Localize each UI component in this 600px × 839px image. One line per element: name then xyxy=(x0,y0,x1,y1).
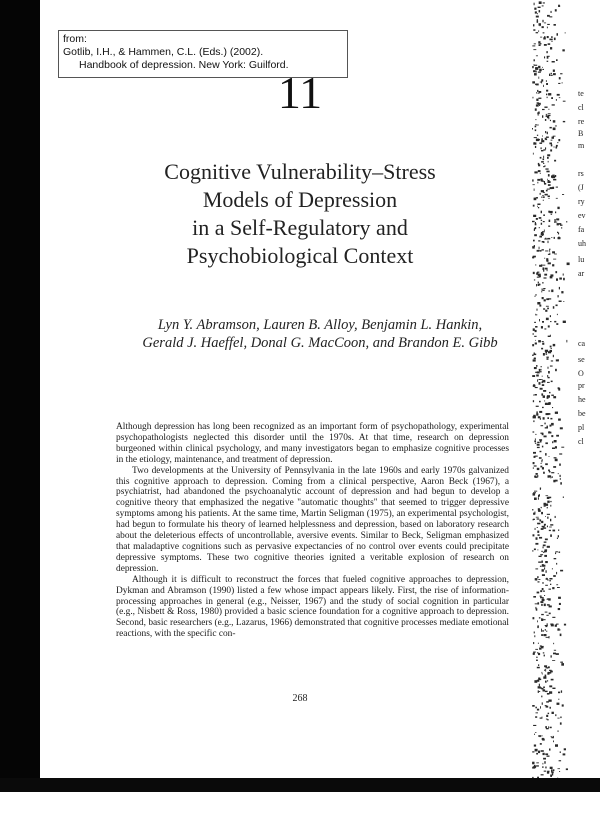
citation-line-3: Handbook of depression. New York: Guilford. xyxy=(79,59,289,71)
adjacent-page-fragment: m xyxy=(578,141,585,150)
paragraph-1: Although depression has long been recognized as an important form of psychopathology, experimental psychopathologists neglected this disorder until the 1970s. At that time, research on depression burgeoned within clinical psychology, and many investigators began to emphasize cognitive processes in the etiology, maintenance, and treatment of depression. xyxy=(116,422,509,465)
citation-line-2: Gotlib, I.H., & Hammen, C.L. (Eds.) (2002). xyxy=(63,46,264,58)
adjacent-page-fragment: pl xyxy=(578,423,585,432)
adjacent-page-fragment: ry xyxy=(578,197,585,206)
authors-line-2: Gerald J. Haeffel, Donal G. MacCoon, and Brandon E. Gibb xyxy=(142,335,498,351)
paragraph-2: Two developments at the University of Pennsylvania in the late 1960s and early 1970s galvanized this cognitive approach to depression. Coming from a clinical perspective, Aaron Beck (1967), a psychiatrist, had abandoned the psychoanalytic account of depression and had begun to develop a cognitive theory that emphasized the negative "automatic thoughts" that seemed to trigger depressive symptoms among his patients. At the same time, Martin Seligman (1975), an experimental psychologist, had begun to formulate his theory of learned helplessness and depression, based on laboratory research about the deleterious effects of uncontrollable, aversive events. Similar to Beck, Seligman emphasized that maladaptive cognitions such as pervasive expectancies of no control over events could precipitate depressive symptoms. These two cognitive theories ignited a veritable explosion of research on depression. xyxy=(116,465,509,574)
adjacent-page-fragment: cl xyxy=(578,103,584,112)
body-text xyxy=(116,422,509,640)
paragraph-3: Although it is difficult to reconstruct the forces that fueled cognitive approaches to depression, Dykman and Abramson (1990) listed a few whose impact appears likely. First, the rise of information-processing approaches in general (e.g., Neisser, 1967) and the study of social cognition in particular (e.g., Nisbett & Ross, 1980) provided a basic science foundation for a cognitive approach to depression. Second, basic researchers (e.g., Lazarus, 1966) demonstrated that cognitive processes mediate emotional reactions, with the specific con- xyxy=(116,574,509,640)
scan-bottom-shadow xyxy=(0,778,600,792)
chapter-number: 11 xyxy=(277,67,323,118)
title-line-4: Psychobiological Context xyxy=(186,243,414,268)
adjacent-page-fragment: ev xyxy=(578,211,586,220)
adjacent-page-fragment: ar xyxy=(578,269,585,278)
citation-line-1: from: xyxy=(63,33,87,45)
chapter-title xyxy=(0,158,600,270)
title-line-3: in a Self-Regulatory and xyxy=(192,215,408,240)
adjacent-page-fragment: uh xyxy=(578,239,586,248)
adjacent-page-fragment: fa xyxy=(578,225,585,234)
page-number: 268 xyxy=(292,693,308,704)
adjacent-page-fragment: lu xyxy=(578,255,585,264)
title-line-2: Models of Depression xyxy=(202,187,398,212)
chapter-authors xyxy=(0,316,600,352)
authors-line-1: Lyn Y. Abramson, Lauren B. Alloy, Benjamin L. Hankin, xyxy=(157,317,483,333)
adjacent-page-fragment: ca xyxy=(578,339,586,348)
adjacent-page-fragment: B xyxy=(578,129,584,138)
adjacent-page-fragment: te xyxy=(578,89,584,98)
adjacent-page-fragment: O xyxy=(578,369,584,378)
adjacent-page-fragment: be xyxy=(578,409,586,418)
adjacent-page-fragment: se xyxy=(578,355,585,364)
adjacent-page-fragment: (J xyxy=(578,183,584,192)
scan-right-edge-noise xyxy=(532,0,600,778)
adjacent-page-fragment: cl xyxy=(578,437,584,446)
scan-left-shadow xyxy=(0,0,40,780)
adjacent-page-fragment: re xyxy=(578,117,585,126)
adjacent-page-fragment: he xyxy=(578,395,586,404)
title-line-1: Cognitive Vulnerability–Stress xyxy=(164,159,436,184)
adjacent-page-fragment: pr xyxy=(578,381,585,390)
adjacent-page-fragment: rs xyxy=(578,169,584,178)
